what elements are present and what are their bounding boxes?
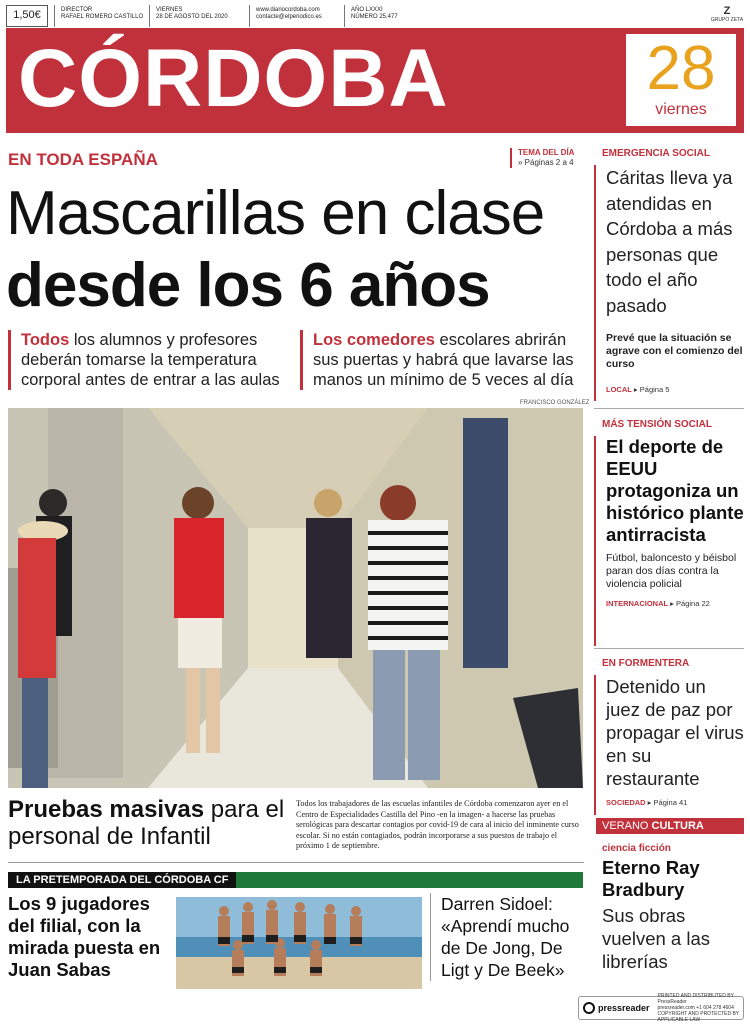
deporte-headline: El deporte de EEUU protagoniza un histórico plante antirracista: [606, 436, 744, 545]
zeta-logo-icon: Z: [723, 5, 731, 17]
right-divider-2: [594, 648, 744, 649]
deporte-section: INTERNACIONAL: [606, 599, 669, 608]
formentera-tag: EN FORMENTERA: [602, 658, 690, 669]
ray-headline[interactable]: Eterno Ray Bradbury: [602, 857, 700, 900]
ray-body: Sus obras vuelven a las librerías: [602, 905, 710, 972]
formentera-headline: Detenido un juez de paz por propagar el virus en su restaurante: [606, 676, 744, 789]
year-label: AÑO LXXXI: [351, 7, 383, 13]
hallway-photo-illustration: [8, 408, 583, 788]
deporte-tag: MÁS TENSIÓN SOCIAL: [602, 419, 713, 430]
deporte-footer[interactable]: INTERNACIONAL ▸ Página 22: [606, 599, 710, 608]
caritas-page: Página 5: [639, 385, 670, 394]
issue-info: [344, 5, 424, 27]
right-story-formentera[interactable]: [594, 658, 744, 807]
pressreader-logo: [583, 1002, 650, 1014]
issue-number: NÚMERO 25.477: [351, 14, 398, 20]
email[interactable]: contacte@elperiodico.es: [256, 14, 322, 20]
day-label: VIERNES: [156, 7, 183, 13]
grupo-zeta-logo: [710, 5, 744, 27]
lead-headline-line1[interactable]: Mascarillas en clase: [6, 179, 545, 248]
darren-headline[interactable]: Darren Sidoel: «Aprendí mucho de De Jong, De Ligt y De Beek»: [430, 893, 585, 981]
deporte-note: Fútbol, baloncesto y béisbol paran dos días contra la violencia policial: [606, 552, 737, 590]
right-divider-1: [594, 408, 744, 409]
date-info: [149, 5, 249, 27]
section-divider: [8, 862, 584, 863]
pressreader-legal: [658, 993, 743, 1023]
formentera-page: Página 41: [653, 798, 688, 807]
contact-info: [249, 5, 344, 27]
lead-subhead-1: [8, 330, 293, 390]
weekday: viernes: [655, 101, 707, 118]
zeta-logo-text: GRUPO ZETA: [710, 17, 744, 23]
caritas-note: Prevé que la situación se agrave con el comienzo del curso: [606, 332, 743, 370]
top-info-bar: [6, 5, 744, 27]
lead-subhead-2: [300, 330, 586, 390]
ray-kicker: ciencia ficción: [602, 843, 671, 854]
caritas-bar: [594, 165, 596, 401]
newspaper-title: CÓRDOBA: [18, 33, 449, 124]
pr-line4: COPYRIGHT AND PROTECTED BY APPLICABLE LAW: [657, 1011, 740, 1023]
tema-del-dia[interactable]: [510, 148, 574, 168]
deporte-bar: [594, 436, 596, 646]
pretemporada-label: LA PRETEMPORADA DEL CÓRDOBA CF: [8, 872, 236, 888]
cultura-label: CULTURA: [651, 820, 704, 832]
pruebas-body: Todos los trabajadores de las escuelas infantiles de Córdoba comenzaron ayer en el Centro de Especialidades Castilla del Pino -en la imagen- a hacerse las pruebas serológicas para descartar contagios por covid-19 de cara al inicio del inminente curso escolar. Si no están contagiados, podrán incorporarse a sus puestos de trabajo el próximo 1 de septiembre.: [296, 799, 579, 851]
pressreader-p-icon: [583, 1002, 595, 1014]
pr-line2: PressReader: [657, 999, 687, 1005]
date-text: 28 DE AGOSTO DEL 2020: [156, 14, 228, 20]
sub1-bold: Todos: [21, 331, 70, 349]
pruebas-title-bold: Pruebas masivas: [8, 796, 205, 823]
tema-pages: » Páginas 2 a 4: [518, 158, 574, 167]
director-info: [54, 5, 149, 27]
director-label: DIRECTOR: [61, 7, 93, 13]
right-story-caritas[interactable]: [594, 148, 744, 394]
jugadores-headline[interactable]: Los 9 jugadores del filial, con la mirada puesta en Juan Sabas: [8, 893, 161, 980]
pr-line1: PRINTED AND DISTRIBUTED BY: [657, 993, 734, 999]
caritas-section: LOCAL: [606, 385, 632, 394]
caritas-headline: Cáritas lleva ya atendidas en Córdoba a más personas que todo el año pasado: [606, 167, 733, 316]
formentera-bar: [594, 675, 596, 815]
pruebas-headline[interactable]: [8, 796, 288, 850]
right-story-deporte[interactable]: [594, 419, 744, 608]
pruebas-title-rest: para el personal de Infantil: [8, 796, 285, 850]
formentera-section: SOCIEDAD: [606, 798, 646, 807]
sub2-text: escolares abrirán sus puertas y habrá que lavarse las manos un mínimo de 5 veces al día: [313, 331, 574, 389]
verano-cultura-band: [596, 818, 744, 834]
deporte-page: Página 22: [676, 599, 710, 608]
pr-line3: pressreader.com +1 604 278 4604: [657, 1005, 734, 1011]
team-photo[interactable]: [176, 897, 422, 989]
director-name: RAFAEL ROMERO CASTILLO: [61, 14, 144, 20]
pretemporada-band: [8, 872, 583, 888]
photo-credit: FRANCISCO GONZÁLEZ: [520, 400, 590, 406]
lead-headline-line2[interactable]: desde los 6 años: [6, 251, 490, 320]
pressreader-name: pressreader: [598, 1003, 650, 1013]
website[interactable]: www.diariocordoba.com: [256, 7, 320, 13]
sub1-text: los alumnos y profesores deberán tomarse la temperatura corporal antes de entrar a las aulas: [21, 331, 280, 389]
day-number: 28: [646, 34, 716, 103]
caritas-footer[interactable]: LOCAL ▸ Página 5: [606, 385, 670, 394]
sub2-bold: Los comedores: [313, 331, 435, 349]
masthead: [6, 28, 744, 133]
price: 1,50€: [6, 5, 48, 27]
pressreader-bar[interactable]: [578, 993, 744, 1023]
formentera-footer[interactable]: SOCIEDAD ▸ Página 41: [606, 798, 688, 807]
lead-photo[interactable]: [8, 408, 583, 788]
date-box: [626, 34, 736, 126]
lead-kicker: EN TODA ESPAÑA: [8, 150, 158, 169]
verano-label: VERANO: [602, 820, 649, 832]
tema-label: TEMA DEL DÍA: [518, 148, 575, 157]
caritas-tag: EMERGENCIA SOCIAL: [602, 148, 710, 159]
beach-team-illustration: [176, 897, 422, 989]
